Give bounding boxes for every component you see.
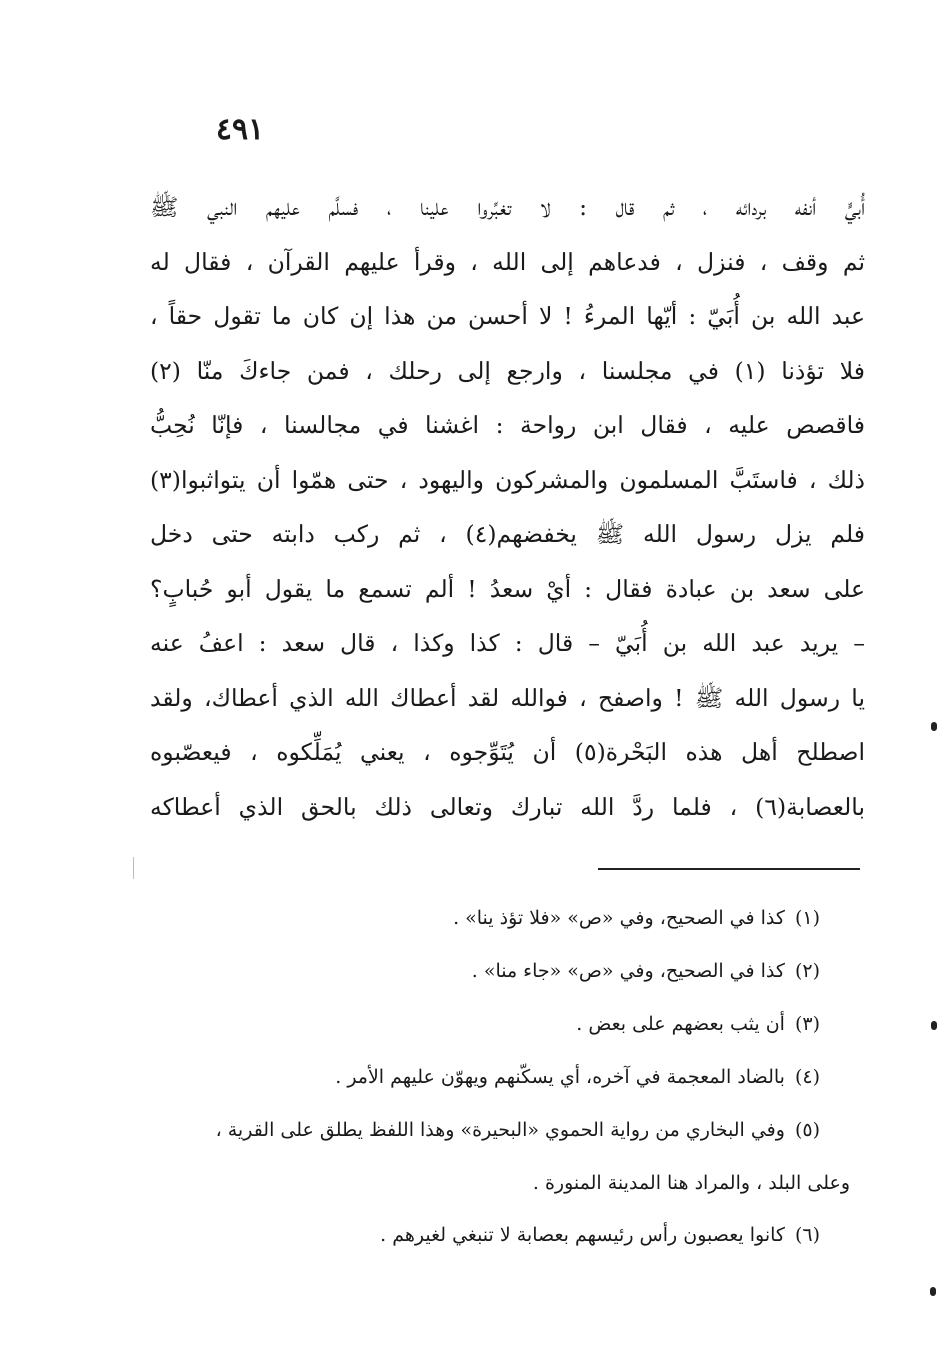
footnote-1: [150, 892, 850, 945]
margin-dot: [930, 1287, 936, 1296]
footnote-number: (٣): [794, 1013, 820, 1035]
text-line: – يريد عبد الله بن أُبَيّ – قال : كذا وكذا ، قال سعد : اعفُ عنه: [150, 629, 865, 657]
text-line: بالعصابة(٦) ، فلما ردَّ الله تبارك وتعالى ذلك بالحق الذي أعطاكه: [150, 792, 865, 821]
footnote-text: وفي البخاري من رواية الحموي «البحيرة» وهذا اللفظ يطلق على القرية ،: [215, 1119, 785, 1141]
text-line: على سعد بن عبادة فقال : أيْ سعدُ ! ألم تسمع ما يقول أبو حُبابٍ؟: [150, 574, 865, 603]
margin-dot: [931, 1021, 937, 1030]
footnote-text: كانوا يعصبون رأس رئيسهم بعصابة لا تنبغي لغيرهم .: [380, 1224, 785, 1246]
footnote-text: كذا في الصحيح، وفي «ص» «فلا تؤذ ينا» .: [453, 907, 785, 929]
footnote-text: أن يثب بعضهم على بعض .: [576, 1013, 785, 1035]
text-line: يا رسول الله ﷺ ! واصفح ، فوالله لقد أعطاك الله الذي أعطاك، ولقد: [150, 683, 865, 712]
footnote-number: (٦): [794, 1224, 820, 1246]
text-line: أُبيٍّ أنفه بردائه ، ثم قال : لا تغبِّروا علينا ، فسلَّم عليهم النبي ﷺ: [150, 193, 865, 221]
footnote-number: (١): [794, 907, 820, 929]
scan-speck: [133, 857, 134, 879]
footnote-4: [150, 1051, 850, 1104]
text-line: عبد الله بن أُبَيّ : أيّها المرءُ ! لا أحسن من هذا إن كان ما تقول حقاً ،: [150, 302, 865, 330]
footnote-5: [150, 1104, 850, 1157]
footnote-2: [150, 945, 850, 998]
text-line: فلا تؤذنا (١) في مجلسنا ، وارجع إلى رحلك ، فمن جاءكَ منّا (٢): [150, 356, 865, 385]
footnote-text: كذا في الصحيح، وفي «ص» «جاء منا» .: [471, 960, 785, 982]
text-line: ذلك ، فاستَبَّ المسلمون والمشركون واليهود ، حتى همّوا أن يتواثبوا(٣): [150, 465, 865, 494]
footnote-number: (٥): [794, 1119, 820, 1141]
text-line: فاقصص عليه ، فقال ابن رواحة : اغشنا في مجالسنا ، فإنّا نُحِبُّ: [150, 411, 865, 439]
footnote-separator: [598, 868, 860, 870]
footnote-number: (٢): [794, 960, 820, 982]
main-text: [150, 180, 865, 834]
footnote-text: بالضاد المعجمة في آخره، أي يسكّنهم ويهوّن عليهم الأمر .: [335, 1066, 785, 1088]
footnote-text: وعلى البلد ، والمراد هنا المدينة المنورة .: [532, 1172, 850, 1194]
footnotes: [150, 892, 850, 1262]
text-line: اصطلح أهل هذه البَحْرة(٥) أن يُتَوِّجوه ، يعني يُمَلِّكوه ، فيعصّبوه: [150, 738, 865, 766]
text-line: ثم وقف ، فنزل ، فدعاهم إلى الله ، وقرأ عليهم القرآن ، فقال له: [150, 247, 865, 276]
text-line: فلم يزل رسول الله ﷺ يخفضهم(٤) ، ثم ركب دابته حتى دخل: [150, 520, 865, 548]
footnote-6: [150, 1209, 850, 1262]
page-number: ٤٩١: [215, 112, 265, 147]
footnote-number: (٤): [794, 1066, 820, 1088]
margin-dot: [931, 722, 937, 731]
footnote-3: [150, 998, 850, 1051]
footnote-5-continuation: [150, 1157, 850, 1209]
